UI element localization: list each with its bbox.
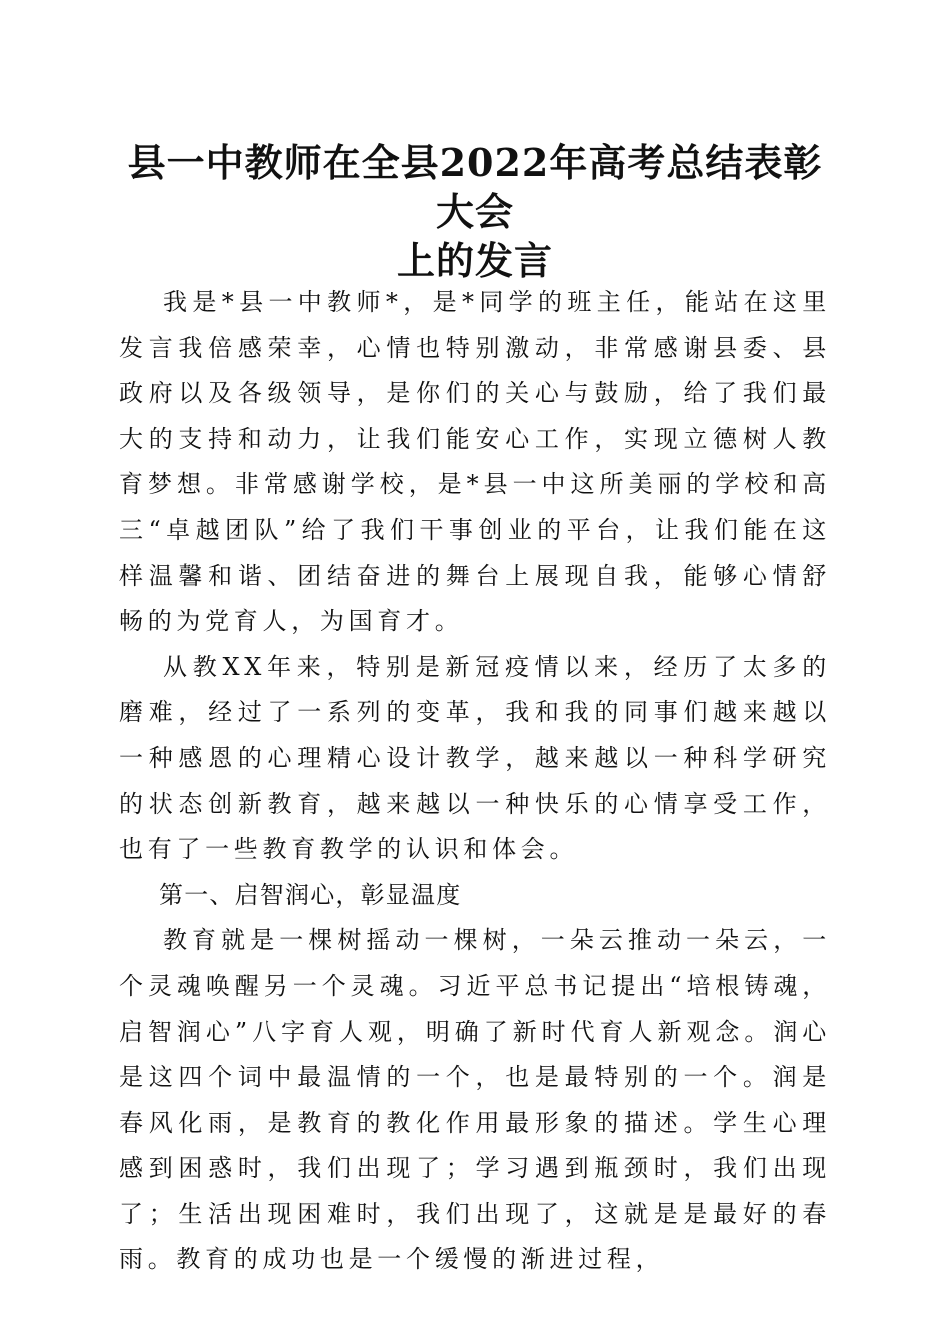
- section-heading: 第一、启智润心，彰显温度: [159, 880, 462, 909]
- document-title: [110, 138, 840, 285]
- document-body: [119, 280, 831, 1283]
- paragraph-section-1: 教育就是一棵树摇动一棵树，一朵云推动一朵云，一个灵魂唤醒另一个灵魂。习近平总书记提出“培根铸魂，启智润心”八字育人观，明确了新时代育人新观念。润心是这四个词中最温情的一个，也是最特别的一个。润是春风化雨，是教育的教化作用最形象的描述。学生心理感到困惑时，我们出现了；学习遇到瓶颈时，我们出现了；生活出现困难时，我们出现了，这就是是最好的春雨。教育的成功也是一个缓慢的渐进过程，: [119, 926, 831, 1274]
- paragraph-intro: 我是*县一中教师*，是*同学的班主任，能站在这里发言我倍感荣幸，心情也特别激动，非常感谢县委、县政府以及各级领导，是你们的关心与鼓励，给了我们最大的支持和动力，让我们能安心工作，实现立德树人教育梦想。非常感谢学校，是*县一中这所美丽的学校和高三“卓越团队”给了我们干事创业的平台，让我们能在这样温馨和谐、团结奋进的舞台上展现自我，能够心情舒畅的为党育人，为国育才。: [119, 288, 831, 636]
- title-line-2: 上的发言: [396, 238, 553, 283]
- paragraph-experience: 从教XX年来，特别是新冠疫情以来，经历了太多的磨难，经过了一系列的变革，我和我的同事们越来越以一种感恩的心理精心设计教学，越来越以一种科学研究的状态创新教育，越来越以一种快乐的心情享受工作，也有了一些教育教学的认识和体会。: [119, 652, 831, 864]
- title-line-1: 县一中教师在全县2022年高考总结表彰大会: [127, 140, 823, 234]
